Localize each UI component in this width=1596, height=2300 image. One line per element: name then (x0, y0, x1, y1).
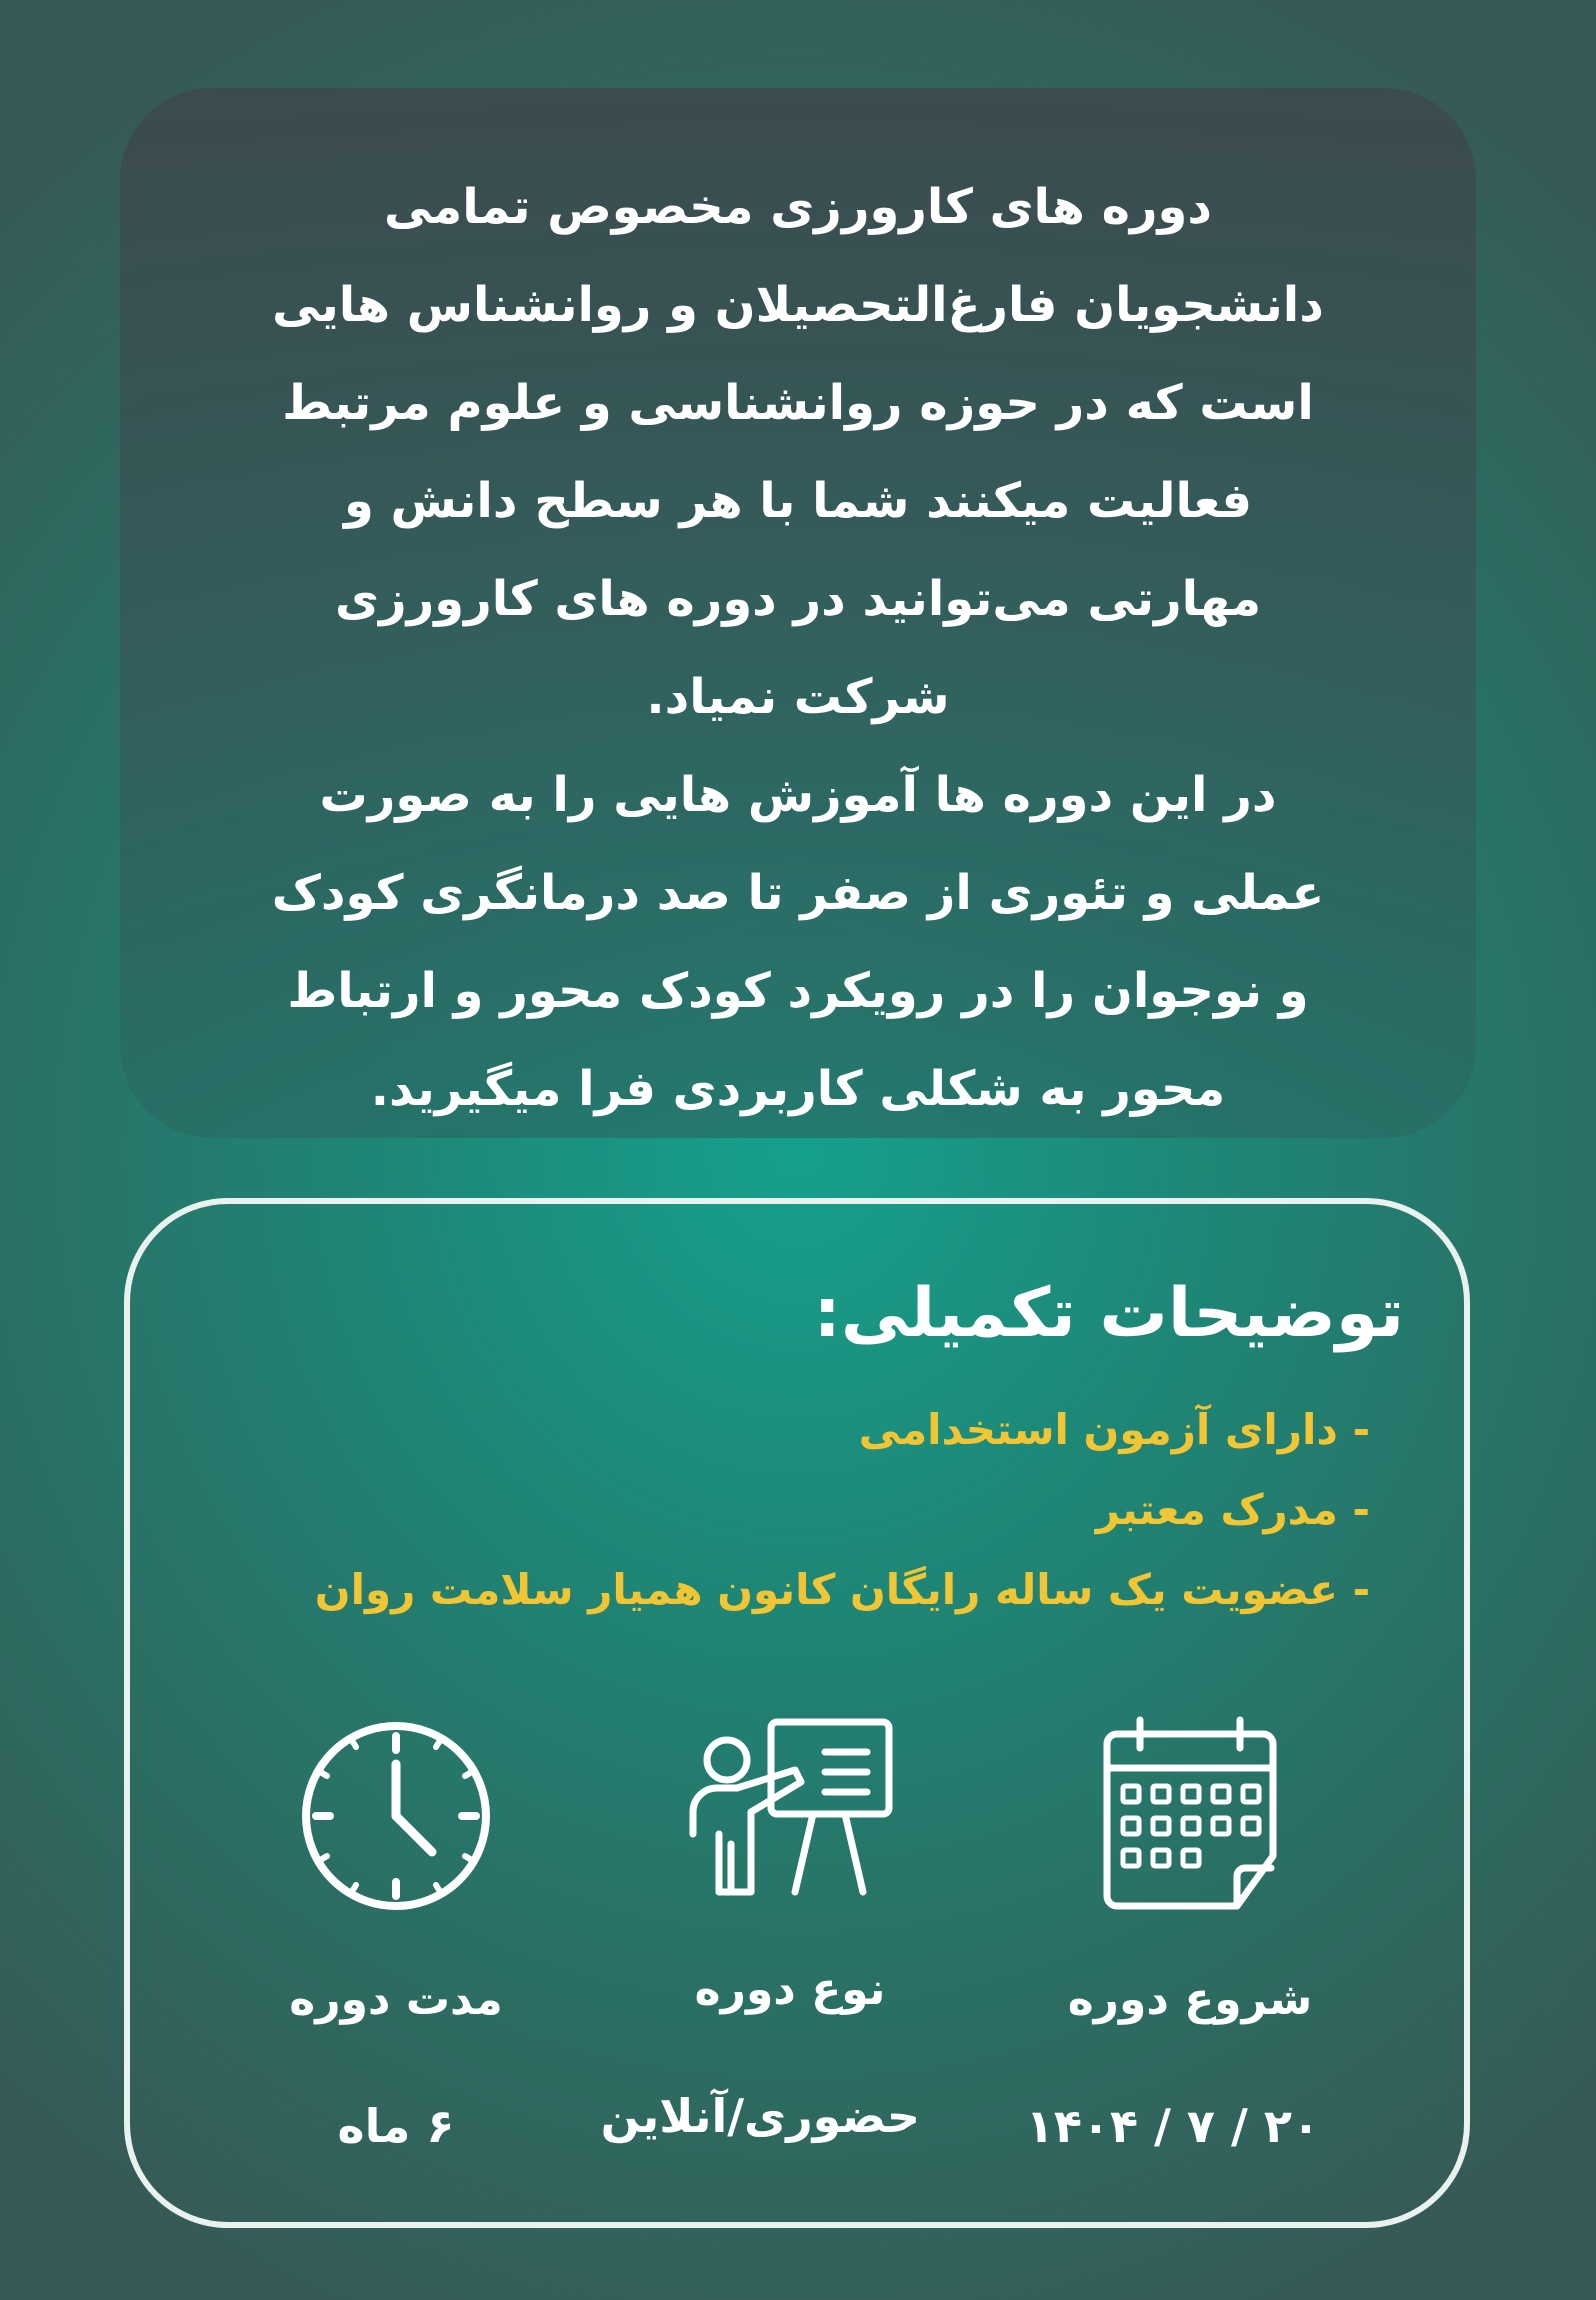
details-title: توضیحات تکمیلی: (813, 1274, 1404, 1353)
intro-box (120, 88, 1476, 1138)
intro-paragraph-2: در این دوره ها آموزش هایی را به صورت عملی و تئوری از صفر تا صد درمانگری کودک و نوجوان را در رویکرد کودک محور و ارتباط محور به شکلی کاربردی فرا میگیرید. (271, 767, 1325, 1117)
feature-item: - دارای آزمون استخدامی (858, 1405, 1370, 1454)
type-label: نوع دوره (694, 1964, 886, 2015)
details-box (124, 1198, 1470, 2228)
features-list (315, 1390, 1370, 1630)
intro-paragraph-1: دوره های کارورزی مخصوص تمامی دانشجویان فارغ‌التحصیلان و روانشناس هایی است که در حوزه روانشناسی و علوم مرتبط فعالیت میکنند شما با هر سطح دانش و مهارتی می‌توانید در دوره های کارورزی شرکت نمیاد. (272, 179, 1324, 725)
info-start (1025, 1716, 1320, 2153)
teacher-board-icon (685, 1716, 895, 1906)
info-type (600, 1716, 920, 2143)
feature-item: - عضویت یک ساله رایگان کانون همیار سلامت روان (314, 1565, 1370, 1614)
start-value: ۲۰ / ۷ / ۱۴۰۴ (1025, 2099, 1320, 2153)
type-value: حضوری/آنلاین (600, 2089, 920, 2143)
calendar-icon (1095, 1716, 1285, 1916)
info-duration (266, 1716, 526, 2153)
start-label: شروع دوره (1067, 1974, 1313, 2025)
clock-icon (296, 1716, 496, 1916)
duration-value: ۶ ماه (337, 2099, 455, 2153)
duration-label: مدت دوره (289, 1974, 503, 2025)
feature-item: - مدرک معتبر (1095, 1485, 1370, 1534)
